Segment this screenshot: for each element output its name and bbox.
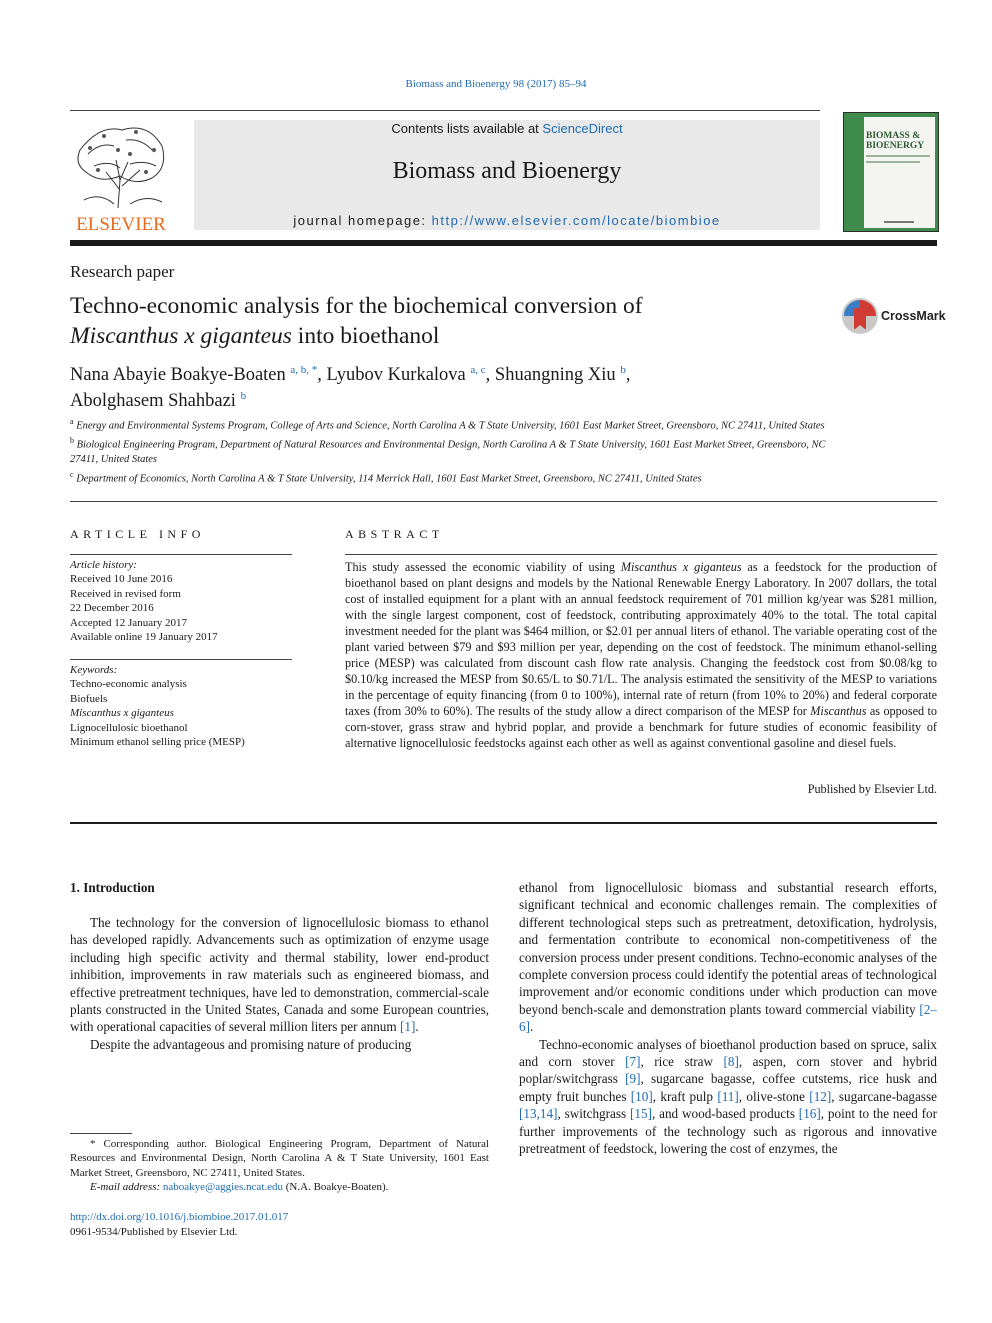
email-suffix: (N.A. Boakye-Boaten). xyxy=(283,1181,389,1194)
reference-link[interactable]: [13,14] xyxy=(519,1106,558,1122)
body-text: , switchgrass xyxy=(557,1106,630,1122)
cover-subtitle-bar xyxy=(866,155,930,157)
affiliation-marker: a xyxy=(70,417,74,426)
keywords xyxy=(70,663,295,749)
reference-link[interactable]: [9] xyxy=(625,1071,641,1087)
body-paragraph xyxy=(70,914,489,1036)
author-name[interactable]: Shuangning Xiu xyxy=(494,365,616,386)
reference-link[interactable]: [7] xyxy=(625,1054,641,1070)
history-entry: Received in revised form xyxy=(70,587,181,600)
keyword: Minimum ethanol selling price (MESP) xyxy=(70,736,245,749)
journal-cover-thumbnail[interactable] xyxy=(843,112,939,232)
reference-link[interactable]: [12] xyxy=(809,1088,832,1104)
title-species: Miscanthus x giganteus xyxy=(70,323,292,349)
history-entry: Accepted 12 January 2017 xyxy=(70,616,187,629)
keyword: Lignocellulosic bioethanol xyxy=(70,721,188,734)
cover-footer-bar xyxy=(884,221,914,223)
article-history xyxy=(70,558,295,644)
reference-link[interactable]: [16] xyxy=(798,1106,821,1122)
article-type: Research paper xyxy=(70,262,175,281)
contents-prefix: Contents lists available at xyxy=(391,121,543,136)
body-paragraph xyxy=(519,1036,937,1158)
affiliation xyxy=(70,415,830,434)
keywords-rule xyxy=(70,659,292,660)
article-info-heading: ARTICLE INFO xyxy=(70,527,205,541)
crossmark-icon xyxy=(840,296,880,336)
keyword: Biofuels xyxy=(70,692,108,705)
author-affiliation-marker[interactable]: b xyxy=(620,364,626,376)
body-column-right xyxy=(519,879,937,1158)
body-text: Despite the advantageous and promising nature of producing xyxy=(90,1036,412,1052)
abstract-rule xyxy=(345,554,937,555)
body-paragraph xyxy=(70,1036,489,1053)
contents-line xyxy=(194,121,820,136)
history-entry: Received 10 June 2016 xyxy=(70,573,173,586)
doi-link[interactable]: http://dx.doi.org/10.1016/j.biombioe.2017.01.017 xyxy=(70,1211,289,1223)
issn-line: 0961-9534/Published by Elsevier Ltd. xyxy=(70,1226,238,1238)
history-label: Article history: xyxy=(70,559,137,571)
body-text: , sugarcane bagasse, coffee cutstems, rice husk and empty fruit bunches xyxy=(519,1071,938,1104)
author-separator: , xyxy=(485,365,495,386)
abstract-heading: ABSTRACT xyxy=(345,527,444,541)
author-affiliation-marker[interactable]: a, b, * xyxy=(290,364,318,376)
author-list xyxy=(70,360,830,412)
homepage-line xyxy=(194,213,820,228)
footnote-text: Corresponding author. Biological Engineering Program, Department of Natural Resources and Environmental Design, North Carolina A & T State University, 1601 East Market Street, Greensboro, NC 27411, United States. xyxy=(70,1138,489,1179)
body-text: , rice straw xyxy=(640,1054,724,1070)
homepage-link[interactable]: http://www.elsevier.com/locate/biombioe xyxy=(431,213,721,228)
sciencedirect-link[interactable]: ScienceDirect xyxy=(542,121,623,136)
published-by: Published by Elsevier Ltd. xyxy=(807,782,937,796)
reference-link[interactable]: [10] xyxy=(630,1088,653,1104)
affiliation xyxy=(70,434,830,468)
homepage-prefix: journal homepage: xyxy=(293,213,432,228)
body-column-left xyxy=(70,914,489,1053)
body-text: The technology for the conversion of lignocellulosic biomass to ethanol has developed rapidly. Advancements such as optimization of enzyme usage including high specific activity and thermal stability, lower end-product inhibition, improvements in raw materials such as engineered biomass, and effective pretreatment techniques, have led to demonstration, commercial-scale plants constructed in the United States, Canada and some European countries, with operational capacities of several million liters per annum xyxy=(70,915,489,1035)
divider-rule xyxy=(70,822,937,824)
keywords-label: Keywords: xyxy=(70,664,118,676)
keyword: Miscanthus x giganteus xyxy=(70,707,174,720)
title-line-1: Techno-economic analysis for the biochemical conversion of xyxy=(70,293,643,319)
abstract-paragraph xyxy=(345,559,937,751)
affiliation-marker: b xyxy=(70,436,74,445)
body-text: , olive-stone xyxy=(738,1088,810,1104)
keyword: Techno-economic analysis xyxy=(70,678,187,691)
cover-title: BIOMASS & BIOENERGY xyxy=(866,131,925,151)
history-entry: Available online 19 January 2017 xyxy=(70,631,218,644)
author-name[interactable]: Nana Abayie Boakye-Boaten xyxy=(70,365,286,386)
abstract-species: Miscanthus xyxy=(810,704,867,718)
footnote-star: * xyxy=(90,1138,96,1150)
body-text: . xyxy=(530,1019,534,1035)
divider-rule xyxy=(70,501,937,502)
article-title xyxy=(70,291,770,351)
email-label: E-mail address: xyxy=(90,1181,163,1194)
reference-link[interactable]: [15] xyxy=(629,1106,652,1122)
affiliations xyxy=(70,415,830,487)
body-text: , sugarcane-bagasse xyxy=(831,1088,937,1104)
body-text: , aspen, corn stover and hybrid poplar/switchgrass xyxy=(519,1054,938,1087)
author-affiliation-marker[interactable]: a, c xyxy=(470,364,486,376)
reference-link[interactable]: [2–6] xyxy=(519,1001,937,1035)
svg-text:ELSEVIER: ELSEVIER xyxy=(76,214,166,232)
reference-link[interactable]: [11] xyxy=(717,1088,739,1104)
abstract-text: This study assessed the economic viability of using xyxy=(345,560,621,574)
abstract-species: Miscanthus x giganteus xyxy=(620,560,742,574)
affiliation-text: Energy and Environmental Systems Program, College of Arts and Science, North Carolina A & T State University, 1601 East Market Street, Greensboro, NC 27411, United States xyxy=(76,420,825,432)
author-separator: , xyxy=(317,365,327,386)
author-affiliation-marker[interactable]: b xyxy=(240,390,247,403)
abstract-text: as a feedstock for the production of bioethanol based on plant designs and models by the National Renewable Energy Laboratory. In 2007 dollars, the total cost of installed equipment for a plant with an annual feedstock requirement of 701 million kg/year was $281 million, with the single largest component, cost of feedstock, contributing approximately 40% to the total. The total capital investment needed for the plant was $464 million, or $2.01 per annual liters of ethanol. The variable operating cost of the plant varied between $79 and $93 million per year, depending on the cost of feedstock. The minimum ethanol-selling price (MESP) was calculated from discount cash flow rate analysis. Changing the feedstock cost from $0.08/kg to $0.10/kg increased the MESP from $0.65/L to $0.71/L. The analysis estimated the sensitivity of the MESP to variations in the percentage of equity financing (from 0 to 100%), internal rate of return (from 10% to 20%) and federal corporate taxes (from 30% to 60%). The results of the study allow a direct comparison of the MESP for xyxy=(345,560,937,718)
top-rule xyxy=(70,110,820,111)
reference-link[interactable]: [1] xyxy=(399,1019,416,1035)
journal-citation[interactable]: Biomass and Bioenergy 98 (2017) 85–94 xyxy=(405,78,587,90)
body-text: , point to the need for further improvements of the technology such as rigorous and innovative pretreatment of feedstock, lowering the cost of enzymes, the xyxy=(519,1106,938,1157)
title-line-2-rest: into bioethanol xyxy=(291,323,440,349)
abstract-text: as opposed to corn-stover, grass straw and hybrid poplar, and provide a benchmark for future studies of economic feasibility of alternative lignocellulosic feedstocks against each other as well as against conventional gasoline and diesel fuels. xyxy=(345,704,937,750)
affiliation-marker: c xyxy=(70,469,74,479)
body-text: . xyxy=(415,1019,419,1035)
footnote xyxy=(70,1137,489,1195)
cover-subtitle-bar xyxy=(866,161,920,163)
affiliation-text: Department of Economics, North Carolina A & T State University, 114 Merrick Hall, 1601 East Market Street, Greensboro, NC 27411, United States xyxy=(76,473,702,484)
elsevier-tree-icon xyxy=(70,120,172,232)
author-separator: , xyxy=(625,365,631,386)
email-link[interactable]: naboakye@aggies.ncat.edu xyxy=(162,1181,284,1194)
reference-link[interactable]: [8] xyxy=(723,1054,739,1070)
body-text: , kraft pulp xyxy=(652,1088,718,1104)
crossmark-label[interactable]: CrossMark xyxy=(881,309,946,323)
body-text: ethanol from lignocellulosic biomass and substantial research efforts, significant technical and economic challenges remain. The complexities of different technological steps such as pretreatment, detoxification, hydrolysis, and fermentation contribute to economical non-competitiveness of the conversion process under present conditions. Techno-economic analyses of the complete conversion process could identify the potential areas of technological improvement and/or economic conditions under which production can move beyond bench-scale and demonstration plants toward commercial viability xyxy=(519,880,937,1017)
affiliation xyxy=(70,468,830,487)
section-heading: 1. Introduction xyxy=(70,880,155,895)
header-thick-rule xyxy=(70,240,937,246)
history-entry: 22 December 2016 xyxy=(70,602,154,615)
author-name[interactable]: Lyubov Kurkalova xyxy=(326,365,466,386)
body-paragraph xyxy=(519,879,937,1036)
body-text: , and wood-based products xyxy=(651,1106,799,1122)
abstract-body xyxy=(345,559,937,751)
article-info-rule xyxy=(70,554,292,555)
journal-name: Biomass and Bioenergy xyxy=(392,158,622,184)
footnote-email-line xyxy=(70,1180,489,1194)
elsevier-logo[interactable] xyxy=(70,120,172,232)
body-text: Techno-economic analyses of bioethanol production based on spruce, salix and corn stover xyxy=(519,1036,937,1070)
footnote-rule xyxy=(70,1133,132,1134)
author-name[interactable]: Abolghasem Shahbazi xyxy=(70,391,236,412)
footnote-paragraph xyxy=(70,1137,489,1180)
affiliation-text: Biological Engineering Program, Department of Natural Resources and Environmental Design, North Carolina A & T State University, 1601 East Market Street, Greensboro, NC 27411, United States xyxy=(70,439,826,465)
